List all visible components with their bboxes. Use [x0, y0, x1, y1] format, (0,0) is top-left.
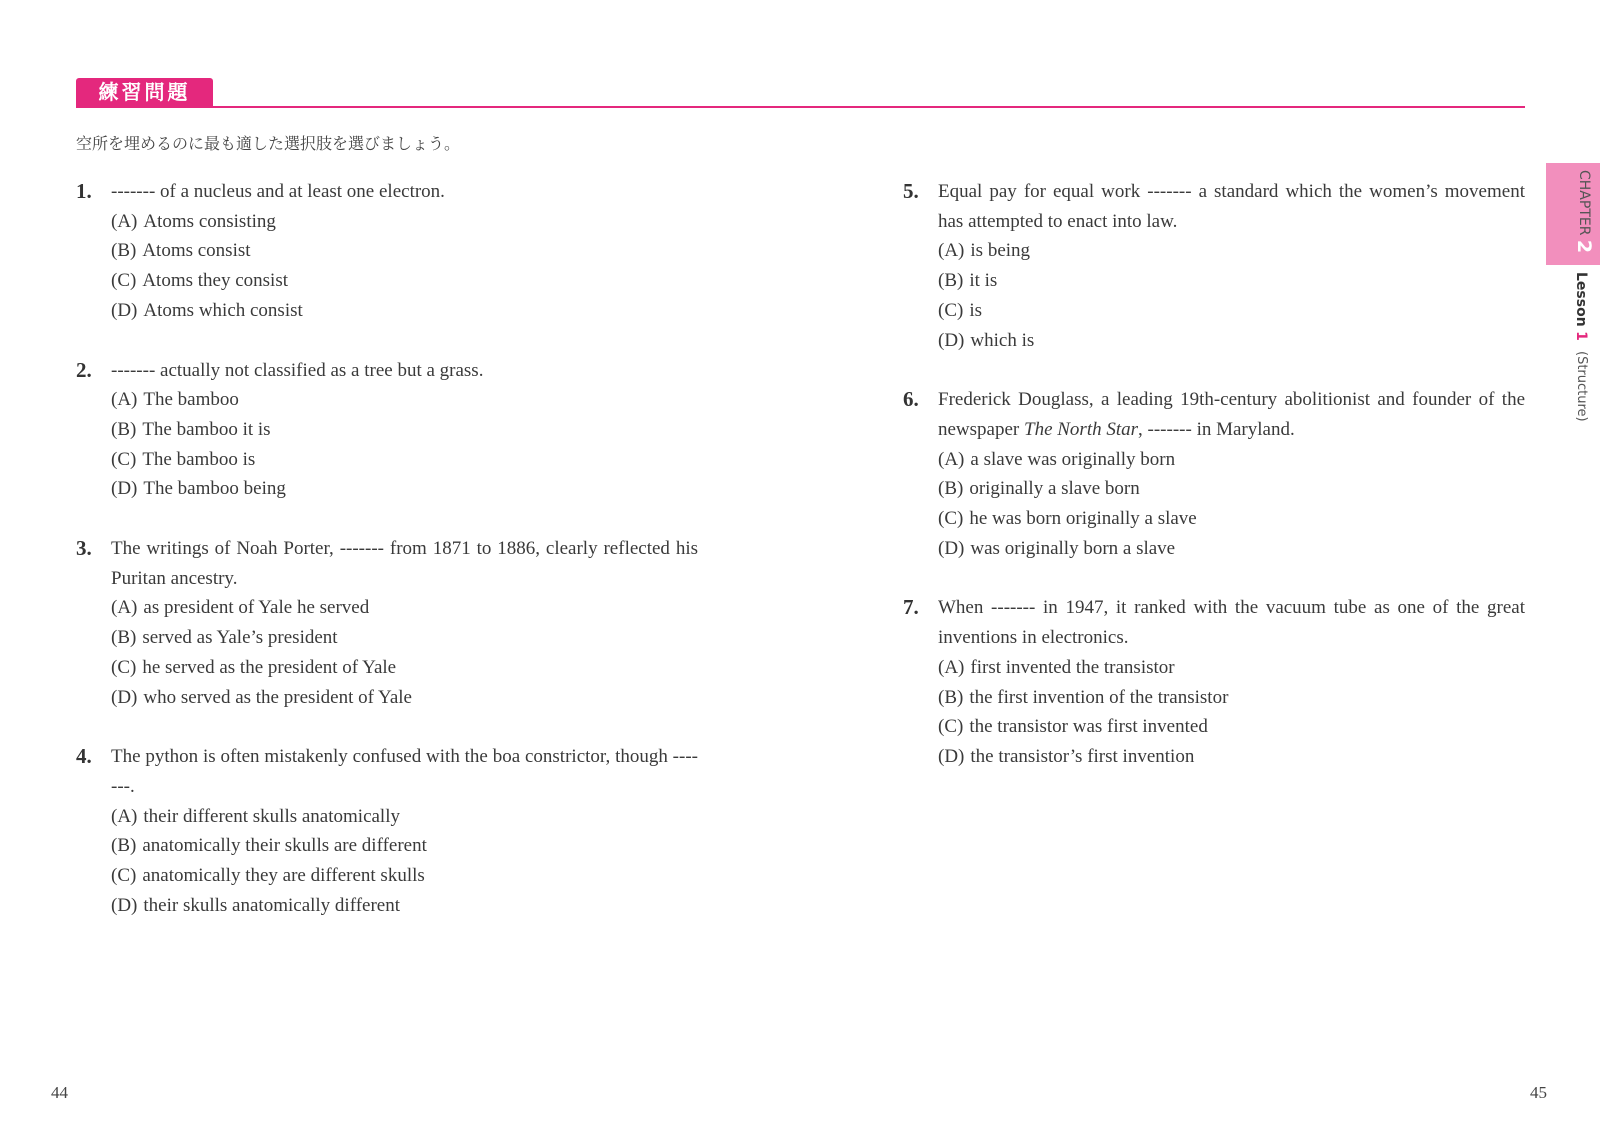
- option-d: [111, 474, 698, 504]
- left-column: [76, 177, 698, 950]
- option-letter: (A): [111, 210, 138, 232]
- question-number: 6.: [903, 387, 919, 412]
- option-letter: (B): [938, 686, 964, 708]
- option-text: as president of Yale he served: [143, 597, 370, 619]
- option-list: [903, 445, 1525, 564]
- question-stem: Equal pay for equal work ------- a standard which the women’s movement has attempted to enact into law.: [938, 181, 1525, 232]
- option-a: [111, 385, 698, 415]
- question-1: [76, 177, 698, 326]
- option-list: [903, 236, 1525, 355]
- question-number: 1.: [76, 179, 92, 203]
- option-letter: (A): [111, 805, 138, 827]
- option-letter: (C): [111, 656, 137, 678]
- option-letter: (B): [938, 270, 964, 292]
- newspaper-title: The North Star: [1024, 418, 1139, 440]
- option-list: [76, 385, 698, 504]
- question-7: [903, 593, 1525, 771]
- option-text: Atoms consisting: [143, 210, 276, 232]
- option-c: [938, 712, 1525, 742]
- option-text: Atoms consist: [142, 240, 251, 262]
- option-c: [111, 653, 698, 683]
- option-d: [111, 683, 698, 713]
- stem-part: Frederick Douglass, a leading 19th-century abolitionist and founder of the newspaper: [938, 389, 1525, 440]
- option-text: is: [969, 299, 983, 321]
- option-b: [111, 236, 698, 266]
- question-6: [903, 385, 1525, 563]
- option-b: [111, 623, 698, 653]
- instruction-text: 空所を埋めるのに最も適した選択肢を選びましょう。: [76, 134, 461, 153]
- option-text: anatomically their skulls are different: [142, 835, 427, 857]
- option-text: who served as the president of Yale: [143, 686, 412, 708]
- option-text: their skulls anatomically different: [143, 894, 400, 916]
- option-letter: (A): [938, 448, 965, 470]
- option-letter: (A): [938, 656, 965, 678]
- question-stem: [938, 385, 1525, 444]
- option-letter: (B): [111, 240, 137, 262]
- option-letter: (C): [111, 865, 137, 887]
- option-d: [938, 534, 1525, 564]
- question-number: 3.: [76, 536, 92, 561]
- chapter-word: CHAPTER: [1576, 170, 1592, 236]
- option-text: anatomically they are different skulls: [142, 865, 425, 887]
- option-list: [76, 593, 698, 712]
- option-text: was originally born a slave: [970, 537, 1176, 559]
- option-c: [111, 445, 698, 475]
- option-letter: (C): [111, 270, 137, 292]
- option-text: The bamboo it is: [142, 418, 271, 440]
- option-letter: (A): [938, 240, 965, 262]
- option-text: Atoms they consist: [142, 270, 288, 292]
- question-stem: ------- of a nucleus and at least one electron.: [111, 181, 445, 202]
- question-number: 4.: [76, 744, 92, 769]
- option-letter: (D): [938, 329, 965, 351]
- lesson-subtitle: (Structure): [1574, 351, 1589, 422]
- option-letter: (D): [111, 299, 138, 321]
- option-letter: (B): [111, 418, 137, 440]
- option-text: he served as the president of Yale: [142, 656, 397, 678]
- option-text: which is: [970, 329, 1035, 351]
- option-text: the transistor’s first invention: [970, 745, 1195, 767]
- question-5: [903, 177, 1525, 355]
- option-b: [111, 415, 698, 445]
- question-2: [76, 356, 698, 505]
- lesson-label: [1573, 272, 1589, 422]
- option-b: [938, 683, 1525, 713]
- option-text: their different skulls anatomically: [143, 805, 400, 827]
- option-letter: (C): [938, 299, 964, 321]
- question-4: [76, 742, 698, 920]
- question-stem: The writings of Noah Porter, ------- from 1871 to 1886, clearly reflected his Puritan ancestry.: [111, 538, 698, 589]
- option-letter: (C): [111, 448, 137, 470]
- option-letter: (D): [111, 686, 138, 708]
- option-c: [938, 504, 1525, 534]
- question-number: 7.: [903, 595, 919, 620]
- option-c: [111, 266, 698, 296]
- option-a: [111, 802, 698, 832]
- option-list: [76, 207, 698, 326]
- option-list: [76, 802, 698, 921]
- page-number-left: 44: [51, 1083, 68, 1102]
- option-b: [111, 831, 698, 861]
- option-letter: (A): [111, 597, 138, 619]
- page-number-right: 45: [1530, 1083, 1547, 1102]
- question-stem: When ------- in 1947, it ranked with the vacuum tube as one of the great inventions in electronics.: [938, 597, 1525, 649]
- option-text: a slave was originally born: [970, 448, 1176, 470]
- option-text: The bamboo: [143, 389, 239, 411]
- option-letter: (B): [111, 835, 137, 857]
- option-text: served as Yale’s president: [142, 627, 338, 649]
- question-stem: ------- actually not classified as a tree but a grass.: [111, 359, 484, 381]
- option-text: the first invention of the transistor: [969, 686, 1229, 708]
- chapter-number: 2: [1573, 239, 1595, 254]
- option-letter: (C): [938, 716, 964, 738]
- option-text: The bamboo being: [143, 478, 286, 500]
- option-d: [111, 296, 698, 326]
- option-a: [938, 236, 1525, 266]
- question-number: 2.: [76, 357, 92, 382]
- section-label: 練習問題: [76, 78, 213, 107]
- question-stem: The python is often mistakenly confused with the boa constrictor, though -------.: [111, 746, 698, 797]
- option-letter: (B): [938, 478, 964, 500]
- option-letter: (D): [111, 478, 138, 500]
- option-list: [903, 653, 1525, 772]
- option-letter: (A): [111, 389, 138, 411]
- option-letter: (B): [111, 627, 137, 649]
- option-a: [111, 207, 698, 237]
- option-text: Atoms which consist: [143, 299, 303, 321]
- option-d: [938, 742, 1525, 772]
- question-number: 5.: [903, 179, 919, 203]
- option-d: [111, 891, 698, 921]
- header-rule: [76, 106, 1525, 108]
- option-text: it is: [969, 270, 998, 292]
- lesson-number: 1: [1573, 331, 1589, 341]
- option-b: [938, 266, 1525, 296]
- option-text: he was born originally a slave: [969, 508, 1197, 530]
- lesson-word: Lesson: [1573, 272, 1589, 327]
- option-text: originally a slave born: [969, 478, 1140, 500]
- option-text: The bamboo is: [142, 448, 256, 470]
- option-d: [938, 326, 1525, 356]
- stem-part: , ------- in Maryland.: [1138, 418, 1295, 440]
- option-text: the transistor was first invented: [969, 716, 1208, 738]
- option-b: [938, 474, 1525, 504]
- option-letter: (C): [938, 508, 964, 530]
- question-3: [76, 534, 698, 712]
- option-text: is being: [970, 240, 1031, 262]
- option-letter: (D): [111, 894, 138, 916]
- option-a: [111, 593, 698, 623]
- chapter-label: [1573, 170, 1595, 253]
- right-column: [903, 177, 1525, 802]
- option-a: [938, 445, 1525, 475]
- option-letter: (D): [938, 537, 965, 559]
- option-letter: (D): [938, 745, 965, 767]
- option-a: [938, 653, 1525, 683]
- option-c: [938, 296, 1525, 326]
- option-c: [111, 861, 698, 891]
- option-text: first invented the transistor: [970, 656, 1175, 678]
